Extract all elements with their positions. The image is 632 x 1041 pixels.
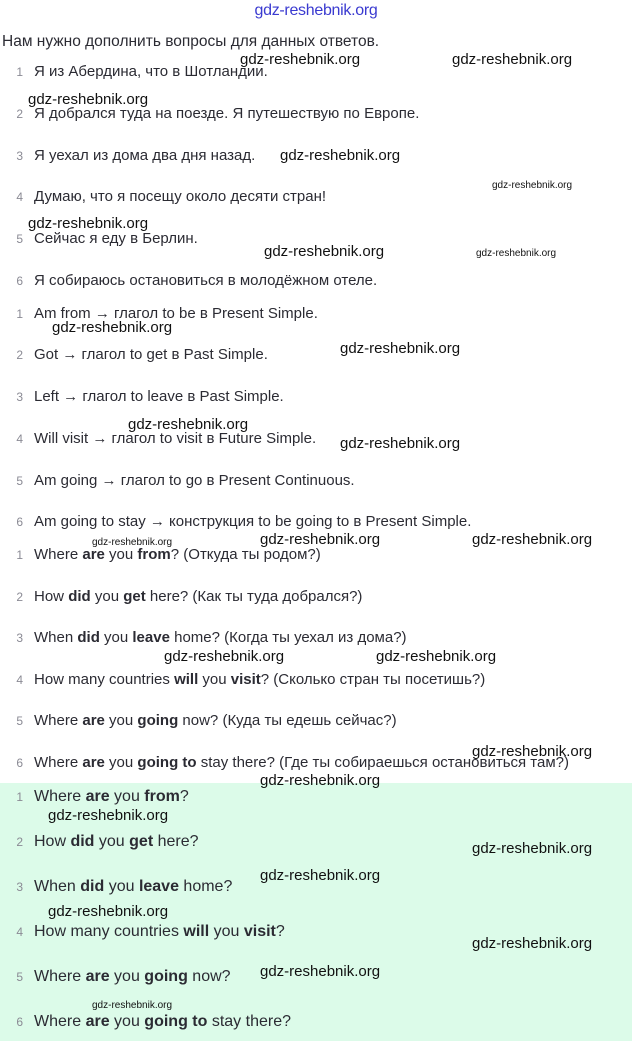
item-number: 4 — [16, 673, 23, 687]
emphasis-text: going — [137, 712, 179, 729]
text-segment: Am going → глагол to go в Present Continuous. — [34, 472, 355, 489]
text-segment: How many countries — [34, 671, 175, 688]
emphasis-text: from — [144, 788, 180, 805]
site-link[interactable]: gdz-reshebnik.org — [254, 2, 378, 19]
watermark: gdz-reshebnik.org — [260, 531, 381, 548]
item-number: 6 — [16, 756, 23, 770]
emphasis-text: did — [70, 833, 95, 850]
watermark: gdz-reshebnik.org — [48, 903, 169, 920]
watermark: gdz-reshebnik.org — [376, 648, 497, 665]
emphasis-text: going — [144, 968, 188, 985]
watermark: gdz-reshebnik.org — [472, 743, 593, 760]
emphasis-text: get — [123, 588, 146, 605]
text-segment: stay there? (Где ты собираешься остановиться там?) — [196, 754, 569, 771]
text-segment: Я собираюсь остановиться в молодёжном отеле. — [34, 272, 378, 289]
text-segment: you — [198, 671, 231, 688]
text-segment: When — [34, 878, 81, 895]
text-segment: you — [104, 712, 138, 729]
item-number: 5 — [16, 714, 23, 728]
item-text — [34, 923, 285, 940]
item-text — [34, 546, 321, 563]
item-number: 2 — [16, 348, 23, 362]
text-segment: now? — [187, 968, 231, 985]
watermark: gdz-reshebnik.org — [476, 248, 557, 259]
item-number: 6 — [16, 274, 23, 288]
text-segment: you — [109, 968, 145, 985]
text-segment: Думаю, что я посещу около десяти стран! — [34, 188, 327, 205]
text-segment: you — [209, 923, 244, 940]
text-segment: Where — [34, 546, 83, 563]
emphasis-text: get — [129, 833, 154, 850]
task-intro: Нам нужно дополнить вопросы для данных ответов. — [2, 33, 380, 50]
item-number: 5 — [16, 474, 23, 488]
question-row — [0, 546, 321, 568]
emphasis-text: leave — [132, 629, 170, 646]
item-text — [34, 472, 355, 489]
watermark: gdz-reshebnik.org — [92, 537, 173, 548]
text-segment: Я добрался туда на поезде. Я путешествую по Европе. — [34, 105, 420, 122]
item-number: 2 — [16, 835, 23, 849]
item-text — [34, 513, 471, 530]
text-segment: Сейчас я еду в Берлин. — [34, 230, 198, 247]
emphasis-text: are — [82, 546, 105, 563]
emphasis-text: visit — [243, 923, 276, 940]
item-text — [34, 388, 284, 405]
watermark: gdz-reshebnik.org — [260, 867, 381, 884]
item-number: 2 — [16, 107, 23, 121]
item-number: 5 — [16, 970, 23, 984]
emphasis-text: are — [85, 968, 110, 985]
answer-row — [0, 1013, 291, 1035]
emphasis-text: did — [77, 629, 100, 646]
text-segment: Я уехал из дома два дня назад. — [34, 147, 256, 164]
watermark: gdz-reshebnik.org — [472, 840, 593, 857]
item-text — [34, 1013, 291, 1030]
watermark: gdz-reshebnik.org — [92, 1000, 173, 1011]
item-text — [34, 712, 397, 729]
text-segment: How — [34, 833, 71, 850]
answer-row — [0, 968, 231, 990]
item-number: 1 — [16, 548, 23, 562]
emphasis-text: did — [68, 588, 91, 605]
text-segment: Will visit → глагол to visit в Future Simple. — [34, 430, 317, 447]
grammar-row — [0, 346, 268, 368]
text-segment: Where — [34, 1013, 86, 1030]
grammar-row — [0, 388, 284, 410]
text-segment: here? (Как ты туда добрался?) — [145, 588, 363, 605]
item-number: 2 — [16, 590, 23, 604]
item-text — [34, 147, 255, 164]
text-segment: Where — [34, 788, 86, 805]
text-segment: ? (Сколько стран ты посетишь?) — [260, 671, 486, 688]
watermark: gdz-reshebnik.org — [472, 935, 593, 952]
answer-row — [0, 923, 285, 945]
item-number: 1 — [16, 65, 23, 79]
item-number: 1 — [16, 790, 23, 804]
translation-row — [0, 63, 268, 85]
text-segment: here? — [153, 833, 199, 850]
emphasis-text: will — [174, 671, 199, 688]
watermark: gdz-reshebnik.org — [280, 147, 401, 164]
text-segment: you — [94, 833, 130, 850]
text-segment: Where — [34, 754, 83, 771]
watermark: gdz-reshebnik.org — [48, 807, 169, 824]
text-segment: ? (Откуда ты родом?) — [170, 546, 321, 563]
watermark: gdz-reshebnik.org — [28, 91, 149, 108]
item-text — [34, 629, 407, 646]
emphasis-text: from — [137, 546, 171, 563]
watermark: gdz-reshebnik.org — [492, 180, 573, 191]
text-segment: now? (Куда ты едешь сейчас?) — [178, 712, 397, 729]
text-segment: Am from → глагол to be в Present Simple. — [34, 305, 318, 322]
item-text — [34, 230, 198, 247]
question-row — [0, 588, 362, 610]
text-segment: Left → глагол to leave в Past Simple. — [34, 388, 284, 405]
emphasis-text: will — [183, 923, 210, 940]
watermark: gdz-reshebnik.org — [52, 319, 173, 336]
watermark: gdz-reshebnik.org — [164, 648, 285, 665]
watermark: gdz-reshebnik.org — [260, 772, 381, 789]
grammar-row — [0, 513, 471, 535]
answer-row — [0, 833, 199, 855]
item-text — [34, 188, 326, 205]
text-segment: How many countries — [34, 923, 184, 940]
text-segment: you — [109, 788, 145, 805]
item-number: 3 — [16, 149, 23, 163]
item-number: 3 — [16, 631, 23, 645]
text-segment: stay there? — [207, 1013, 291, 1030]
watermark: gdz-reshebnik.org — [260, 963, 381, 980]
item-number: 4 — [16, 190, 23, 204]
grammar-row — [0, 472, 355, 494]
answer-row — [0, 878, 232, 900]
emphasis-text: going to — [137, 754, 197, 771]
item-text — [34, 833, 199, 850]
translation-row — [0, 147, 255, 169]
text-segment: you — [104, 754, 138, 771]
watermark: gdz-reshebnik.org — [128, 416, 249, 433]
item-number: 6 — [16, 515, 23, 529]
item-text — [34, 788, 189, 805]
emphasis-text: leave — [138, 878, 179, 895]
text-segment: Я из Абердина, что в Шотландии. — [34, 63, 268, 80]
item-number: 3 — [16, 880, 23, 894]
watermark: gdz-reshebnik.org — [472, 531, 593, 548]
emphasis-text: visit — [230, 671, 261, 688]
translation-row — [0, 272, 377, 294]
watermark: gdz-reshebnik.org — [264, 243, 385, 260]
text-segment: ? — [179, 788, 189, 805]
item-number: 4 — [16, 432, 23, 446]
text-segment: Am going to stay → конструкция to be going to в Present Simple. — [34, 513, 472, 530]
item-text — [34, 671, 485, 688]
item-text — [34, 272, 377, 289]
emphasis-text: going to — [144, 1013, 208, 1030]
grammar-row — [0, 430, 316, 452]
text-segment: you — [104, 878, 139, 895]
item-text — [34, 63, 268, 80]
item-text — [34, 346, 268, 363]
watermark: gdz-reshebnik.org — [28, 215, 149, 232]
text-segment: How — [34, 588, 69, 605]
watermark: gdz-reshebnik.org — [340, 435, 461, 452]
item-text — [34, 588, 362, 605]
watermark: gdz-reshebnik.org — [240, 51, 361, 68]
emphasis-text: are — [85, 1013, 110, 1030]
text-segment: you — [99, 629, 133, 646]
translation-row — [0, 230, 198, 252]
translation-row — [0, 105, 419, 127]
item-text — [34, 878, 232, 895]
item-number: 5 — [16, 232, 23, 246]
text-segment: ? — [275, 923, 285, 940]
item-text — [34, 968, 231, 985]
text-segment: Got → глагол to get в Past Simple. — [34, 346, 268, 363]
text-segment: home? — [178, 878, 233, 895]
item-number: 1 — [16, 307, 23, 321]
translation-row — [0, 188, 326, 210]
emphasis-text: are — [82, 712, 105, 729]
text-segment: Where — [34, 968, 86, 985]
text-segment: you — [109, 1013, 145, 1030]
watermark: gdz-reshebnik.org — [340, 340, 461, 357]
emphasis-text: are — [82, 754, 105, 771]
emphasis-text: did — [80, 878, 105, 895]
question-row — [0, 712, 397, 734]
emphasis-text: are — [85, 788, 110, 805]
text-segment: When — [34, 629, 78, 646]
question-row — [0, 671, 485, 693]
item-number: 3 — [16, 390, 23, 404]
watermark: gdz-reshebnik.org — [452, 51, 573, 68]
text-segment: you — [90, 588, 124, 605]
text-segment: home? (Когда ты уехал из дома?) — [169, 629, 407, 646]
text-segment: Where — [34, 712, 83, 729]
item-number: 6 — [16, 1015, 23, 1029]
text-segment: you — [104, 546, 138, 563]
item-number: 4 — [16, 925, 23, 939]
